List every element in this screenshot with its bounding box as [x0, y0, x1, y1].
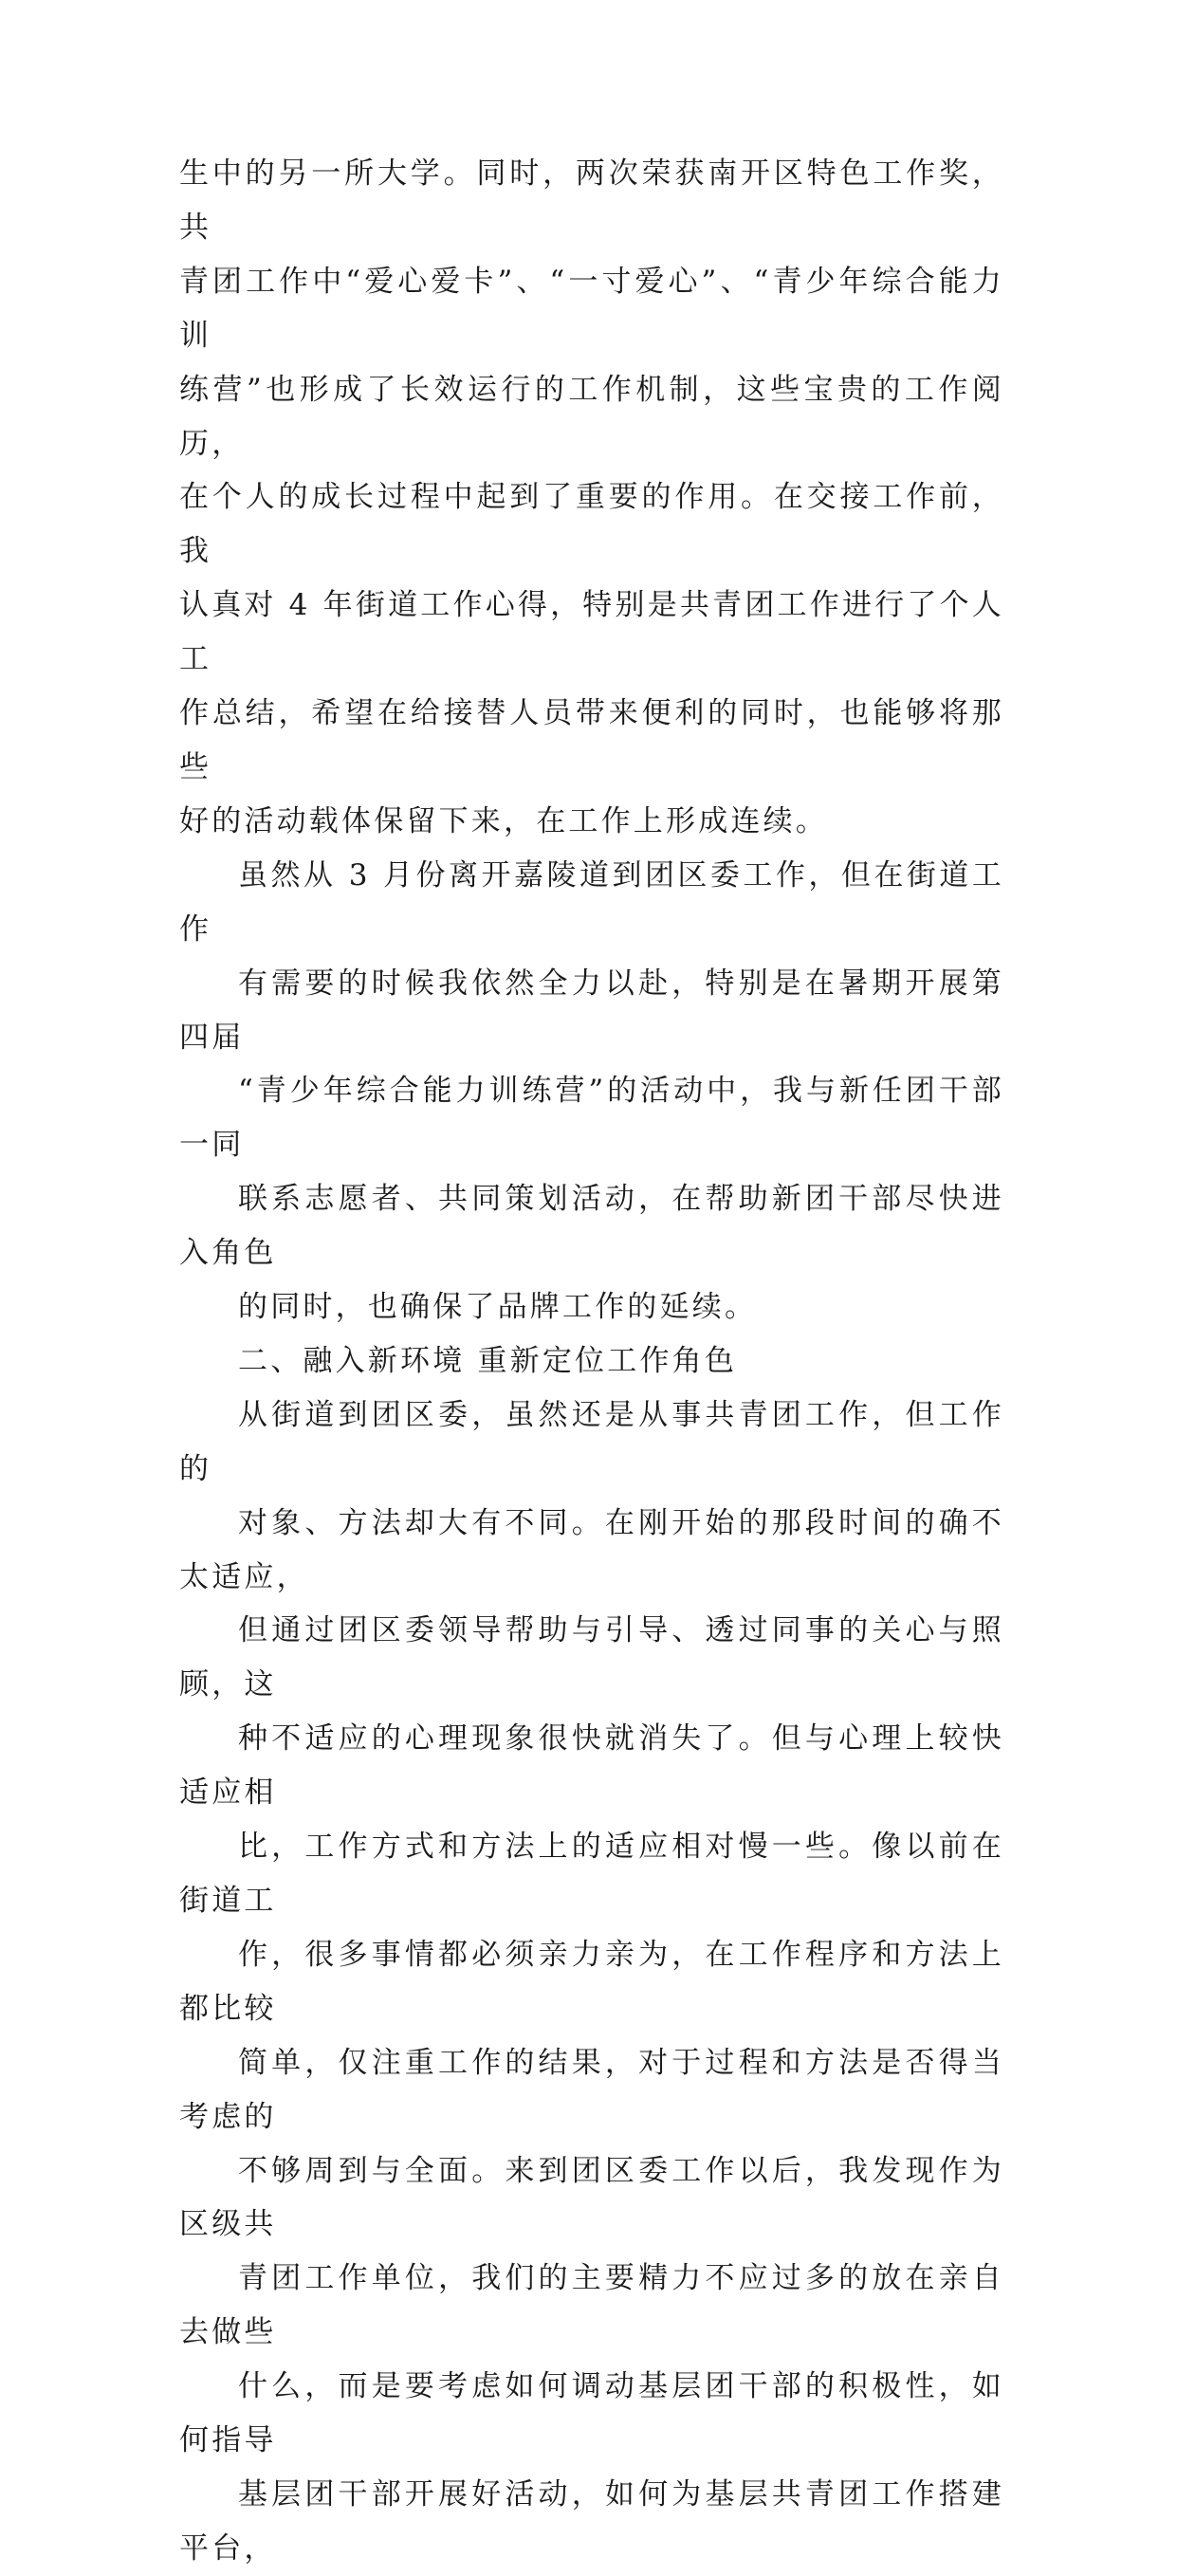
text-line: 联系志愿者、共同策划活动，在帮助新团干部尽快进入角色	[179, 1182, 1004, 1271]
text-line: 从街道到团区委，虽然还是从事共青团工作，但工作的	[179, 1397, 1004, 1486]
text-line: 练营”也形成了长效运行的工作机制，这些宝贵的工作阅历，	[179, 372, 1004, 461]
text-line: 好的活动载体保留下来，在工作上形成连续。	[179, 803, 828, 838]
text-line: 种不适应的心理现象很快就消失了。但与心理上较快适应相	[179, 1721, 1004, 1811]
paragraph-2	[179, 849, 1004, 1334]
text-line: 作总结，希望在给接替人员带来便利的同时，也能够将那些	[179, 696, 1004, 784]
text-line: 虽然从 3 月份离开嘉陵道到团区委工作，但在街道工作	[179, 857, 1004, 947]
text-line: 作，很多事情都必须亲力亲为，在工作程序和方法上都比较	[179, 1937, 1004, 2026]
paragraph-1	[179, 147, 1004, 849]
text-line: 基层团干部开展好活动，如何为基层共青团工作搭建平台，	[179, 2476, 1004, 2566]
text-line: 青团工作单位，我们的主要精力不应过多的放在亲自去做些	[179, 2261, 1004, 2350]
text-line: 认真对 4 年街道工作心得，特别是共青团工作进行了个人工	[179, 588, 1004, 677]
text-line: 但通过团区委领导帮助与引导、透过同事的关心与照顾，这	[179, 1613, 1004, 1702]
paragraph-3	[179, 1389, 1004, 2576]
text-line: 比，工作方式和方法上的适应相对慢一些。像以前在街道工	[179, 1830, 1004, 1918]
text-line: 有需要的时候我依然全力以赴，特别是在暑期开展第四届	[179, 966, 1004, 1055]
text-line: 不够周到与全面。来到团区委工作以后，我发现作为区级共	[179, 2153, 1004, 2242]
document-page	[179, 147, 1004, 2576]
text-line: 青团工作中“爱心爱卡”、“一寸爱心”、“青少年综合能力训	[179, 264, 1004, 353]
text-line: 什么，而是要考虑如何调动基层团干部的积极性，如何指导	[179, 2369, 1004, 2458]
text-line: 生中的另一所大学。同时，两次荣获南开区特色工作奖，共	[179, 156, 1004, 245]
heading-line: 二、融入新环境 重新定位工作角色	[238, 1343, 738, 1378]
section-heading	[179, 1334, 1004, 1389]
text-line: 的同时，也确保了品牌工作的延续。	[238, 1290, 758, 1325]
text-line: 在个人的成长过程中起到了重要的作用。在交接工作前，我	[179, 480, 1004, 569]
text-line: “青少年综合能力训练营”的活动中，我与新任团干部一同	[179, 1074, 1004, 1163]
text-line: 简单，仅注重工作的结果，对于过程和方法是否得当考虑的	[179, 2045, 1004, 2134]
text-line: 对象、方法却大有不同。在刚开始的那段时间的确不太适应，	[179, 1505, 1004, 1594]
